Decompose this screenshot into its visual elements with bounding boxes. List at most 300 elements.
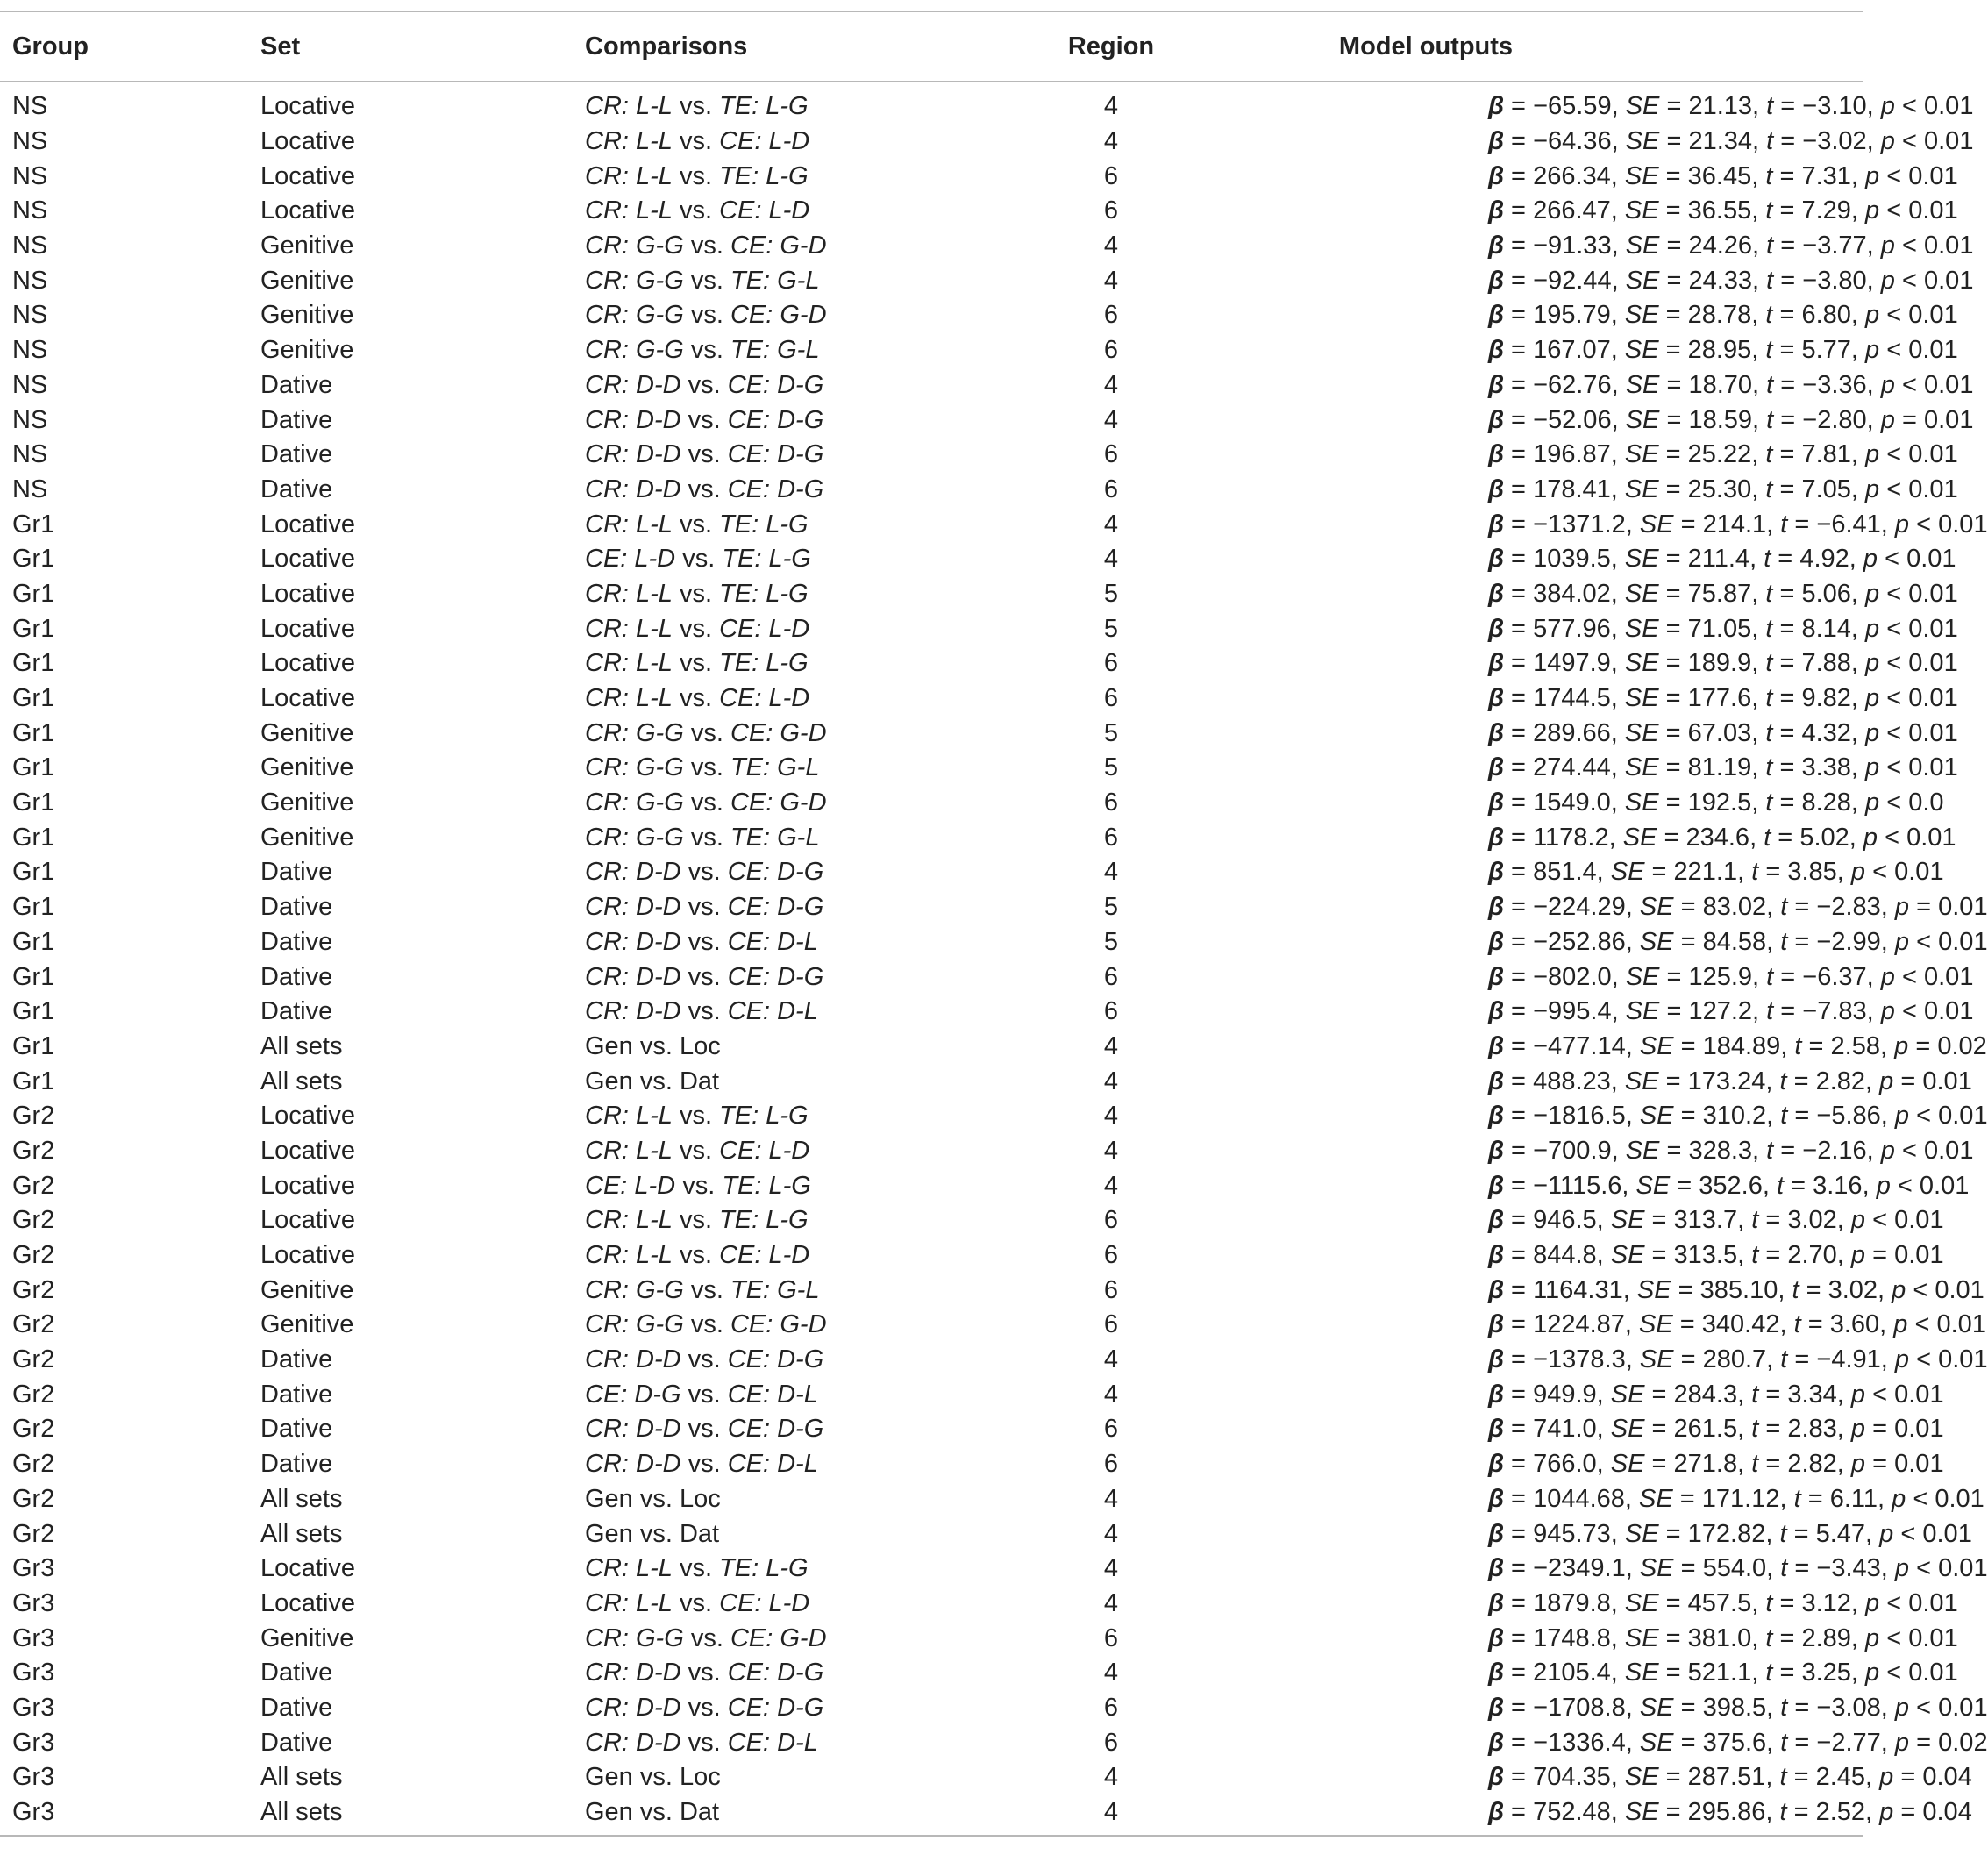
t-value: 3.16	[1813, 1171, 1863, 1200]
comparison-vs: vs.	[683, 718, 730, 747]
p-value: 0.01	[1919, 1171, 1970, 1200]
t-symbol: t	[1766, 997, 1774, 1026]
t-symbol: t	[1766, 92, 1774, 121]
beta-symbol: β	[1488, 927, 1504, 956]
cell-set: Locative	[260, 1554, 356, 1583]
t-value: 2.83	[1787, 1415, 1837, 1444]
p-symbol: p	[1865, 301, 1880, 330]
cell-region: 5	[1103, 753, 1119, 782]
t-symbol: t	[1765, 753, 1773, 782]
t-symbol: t	[1765, 1588, 1773, 1617]
cell-region: 4	[1103, 1031, 1119, 1060]
comparison-left: CR: L-L	[585, 161, 673, 190]
p-operator: <	[1885, 823, 1900, 852]
cell-comparison	[585, 1691, 980, 1726]
beta-symbol: β	[1488, 474, 1504, 503]
p-symbol: p	[1865, 718, 1880, 747]
p-value: 0.01	[1894, 858, 1944, 887]
p-value: 0.01	[1894, 1450, 1944, 1479]
se-value: 189.9	[1687, 649, 1752, 678]
p-operator: <	[1886, 579, 1902, 608]
p-symbol: p	[1850, 1206, 1866, 1235]
beta-value: 766.0	[1533, 1450, 1597, 1479]
t-value: −2.77	[1816, 1728, 1881, 1757]
cell-set: Locative	[260, 196, 356, 225]
se-value: 171.12	[1701, 1484, 1780, 1513]
se-symbol: SE	[1639, 1728, 1674, 1757]
p-operator: <	[1886, 1623, 1902, 1652]
cell-comparison	[585, 681, 980, 717]
comparison-vs: vs.	[672, 1206, 720, 1235]
p-operator: =	[1900, 1763, 1916, 1792]
comparison-left: CR: D-D	[585, 1728, 681, 1757]
t-value: −2.16	[1802, 1136, 1867, 1165]
se-symbol: SE	[1624, 1659, 1659, 1687]
beta-symbol: β	[1488, 823, 1504, 852]
t-symbol: t	[1779, 1798, 1787, 1827]
p-operator: <	[1872, 1380, 1888, 1409]
cell-region: 5	[1103, 893, 1119, 922]
comparison-left: CR: G-G	[585, 753, 684, 782]
t-symbol: t	[1793, 1310, 1801, 1339]
cell-set: Genitive	[260, 301, 354, 330]
table-row	[0, 229, 1863, 264]
comparison-right: TE: L-G	[722, 1171, 811, 1200]
t-symbol: t	[1780, 510, 1788, 539]
cell-model-output: β = 945.73, SE = 172.82, t = 5.47, p < 0.01	[1488, 1519, 1972, 1548]
beta-symbol: β	[1488, 1763, 1504, 1792]
cell-model-output: β = −477.14, SE = 184.89, t = 2.58, p = 0.02	[1488, 1031, 1987, 1060]
cell-set: Dative	[260, 1380, 333, 1409]
cell-group: Gr1	[12, 649, 55, 678]
comparison-right: CE: G-D	[730, 718, 827, 747]
cell-model-output: β = 1744.5, SE = 177.6, t = 9.82, p < 0.01	[1488, 684, 1958, 713]
comparison-vs: vs.	[680, 962, 728, 991]
cell-comparison	[585, 1343, 980, 1378]
cell-region: 6	[1103, 1728, 1119, 1757]
cell-model-output: β = 384.02, SE = 75.87, t = 5.06, p < 0.01	[1488, 579, 1958, 608]
comparison-vs: vs.	[683, 788, 730, 817]
se-value: 25.30	[1687, 474, 1752, 503]
cell-set: Locative	[260, 92, 356, 121]
se-value: 280.7	[1702, 1345, 1767, 1374]
cell-comparison	[585, 1308, 980, 1343]
p-symbol: p	[1865, 440, 1880, 469]
cell-set: Locative	[260, 127, 356, 156]
table-row	[0, 263, 1863, 298]
cell-set: Locative	[260, 161, 356, 190]
beta-value: 949.9	[1533, 1380, 1597, 1409]
cell-region: 4	[1103, 127, 1119, 156]
se-value: 125.9	[1688, 962, 1753, 991]
cell-group: Gr2	[12, 1519, 55, 1548]
cell-set: Dative	[260, 440, 333, 469]
beta-value: 1224.87	[1533, 1310, 1625, 1339]
se-value: 310.2	[1702, 1102, 1767, 1131]
beta-symbol: β	[1488, 1415, 1504, 1444]
cell-model-output: β = 1039.5, SE = 211.4, t = 4.92, p < 0.01	[1488, 545, 1956, 574]
cell-comparison	[585, 1587, 980, 1622]
table-row	[0, 1099, 1863, 1134]
se-value: 71.05	[1687, 614, 1752, 643]
t-symbol: t	[1765, 336, 1773, 365]
cell-region: 4	[1103, 405, 1119, 434]
se-symbol: SE	[1624, 545, 1659, 574]
se-symbol: SE	[1624, 474, 1659, 503]
p-value: 0.01	[1922, 1067, 1972, 1095]
p-value: 0.01	[1936, 1310, 1986, 1339]
comparison-vs: vs.	[680, 1659, 728, 1687]
t-value: 6.80	[1801, 301, 1851, 330]
t-value: 5.02	[1799, 823, 1849, 852]
p-operator: <	[1886, 718, 1902, 747]
cell-set: Dative	[260, 405, 333, 434]
t-value: 2.52	[1815, 1798, 1866, 1827]
p-symbol: p	[1865, 684, 1880, 713]
t-value: −3.77	[1802, 232, 1867, 260]
comparison-left: CR: D-D	[585, 927, 681, 956]
cell-group: NS	[12, 232, 48, 260]
beta-symbol: β	[1488, 893, 1504, 922]
cell-group: Gr3	[12, 1693, 55, 1722]
t-symbol: t	[1779, 1519, 1787, 1548]
t-value: 9.82	[1801, 684, 1851, 713]
cell-model-output: β = 1497.9, SE = 189.9, t = 7.88, p < 0.01	[1488, 649, 1958, 678]
t-symbol: t	[1766, 127, 1774, 156]
comparison-vs: vs.	[672, 1102, 720, 1131]
cell-comparison	[585, 1795, 980, 1837]
p-value: 0.01	[1906, 545, 1956, 574]
comparison-left: CR: L-L	[585, 1241, 673, 1270]
p-operator: <	[1885, 545, 1900, 574]
comparison-right: CE: G-D	[730, 1623, 827, 1652]
cell-set: Genitive	[260, 788, 354, 817]
p-value: 0.01	[1938, 1693, 1988, 1722]
beta-value: −1115.6	[1533, 1171, 1622, 1200]
cell-region: 4	[1103, 1659, 1119, 1687]
p-symbol: p	[1863, 823, 1878, 852]
p-operator: <	[1902, 127, 1917, 156]
model-outputs-table	[0, 11, 1988, 1837]
comparison-vs: vs.	[680, 405, 728, 434]
se-symbol: SE	[1624, 440, 1659, 469]
t-symbol: t	[1751, 858, 1759, 887]
cell-model-output: β = 167.07, SE = 28.95, t = 5.77, p < 0.01	[1488, 336, 1958, 365]
table-row	[0, 751, 1863, 786]
comparison-vs: vs.	[680, 858, 728, 887]
beta-value: 1744.5	[1533, 684, 1611, 713]
p-operator: <	[1886, 1659, 1902, 1687]
cell-group: Gr2	[12, 1171, 55, 1200]
table-row	[0, 890, 1863, 925]
t-value: 2.45	[1815, 1763, 1866, 1792]
cell-model-output: β = 1748.8, SE = 381.0, t = 2.89, p < 0.01	[1488, 1623, 1958, 1652]
p-operator: <	[1916, 510, 1932, 539]
comparison-left: CR: G-G	[585, 1623, 684, 1652]
p-operator: <	[1916, 1102, 1932, 1131]
p-symbol: p	[1880, 266, 1895, 295]
se-value: 261.5	[1673, 1415, 1738, 1444]
cell-comparison	[585, 925, 980, 960]
cell-model-output: β = 266.47, SE = 36.55, t = 7.29, p < 0.01	[1488, 196, 1958, 225]
cell-model-output: β = −995.4, SE = 127.2, t = −7.83, p < 0.01	[1488, 997, 1974, 1026]
comparison-right: CE: D-G	[727, 1345, 824, 1374]
t-symbol: t	[1765, 614, 1773, 643]
cell-region: 6	[1103, 196, 1119, 225]
cell-model-output: β = 274.44, SE = 81.19, t = 3.38, p < 0.01	[1488, 753, 1958, 782]
t-symbol: t	[1766, 1136, 1774, 1165]
beta-symbol: β	[1488, 1171, 1504, 1200]
se-value: 211.4	[1687, 545, 1750, 574]
cell-comparison	[585, 716, 980, 751]
se-value: 192.5	[1687, 788, 1752, 817]
cell-model-output: β = −252.86, SE = 84.58, t = −2.99, p < 0.01	[1488, 927, 1988, 956]
comparison-left: CR: L-L	[585, 1554, 673, 1583]
cell-group: Gr2	[12, 1345, 55, 1374]
table-row	[0, 1691, 1863, 1726]
p-symbol: p	[1865, 788, 1880, 817]
se-symbol: SE	[1625, 232, 1660, 260]
comparison-left: CR: D-D	[585, 1450, 681, 1479]
cell-model-output: β = 1044.68, SE = 171.12, t = 6.11, p < 0.01	[1488, 1484, 1984, 1513]
cell-comparison	[585, 1377, 980, 1412]
cell-group: Gr1	[12, 579, 55, 608]
cell-set: Locative	[260, 579, 356, 608]
se-symbol: SE	[1639, 510, 1674, 539]
se-value: 398.5	[1702, 1693, 1767, 1722]
se-symbol: SE	[1624, 161, 1659, 190]
comparison-left: CR: L-L	[585, 579, 673, 608]
se-symbol: SE	[1625, 405, 1660, 434]
comparison-right: CE: D-L	[727, 1450, 818, 1479]
cell-group: NS	[12, 370, 48, 399]
cell-set: Locative	[260, 1206, 356, 1235]
p-value: 0.01	[1908, 614, 1958, 643]
table-row	[0, 1238, 1863, 1274]
beta-symbol: β	[1488, 788, 1504, 817]
t-symbol: t	[1765, 1623, 1773, 1652]
t-symbol: t	[1765, 579, 1773, 608]
cell-comparison	[585, 960, 980, 995]
beta-symbol: β	[1488, 997, 1504, 1026]
se-symbol: SE	[1639, 1554, 1674, 1583]
cell-region: 5	[1103, 718, 1119, 747]
beta-value: 1549.0	[1533, 788, 1611, 817]
cell-group: Gr3	[12, 1659, 55, 1687]
cell-comparison	[585, 1238, 980, 1274]
p-value: 0.01	[1908, 474, 1958, 503]
t-symbol: t	[1794, 1031, 1802, 1060]
p-operator: =	[1900, 1067, 1916, 1095]
table-row	[0, 1552, 1863, 1587]
beta-value: −802.0	[1533, 962, 1612, 991]
table-row	[0, 438, 1863, 473]
p-symbol: p	[1880, 962, 1895, 991]
comparison-right: TE: L-G	[719, 1206, 809, 1235]
beta-symbol: β	[1488, 127, 1504, 156]
se-symbol: SE	[1624, 1067, 1659, 1095]
comparison-left: CR: L-L	[585, 196, 673, 225]
se-value: 375.6	[1702, 1728, 1767, 1757]
p-operator: =	[1902, 405, 1917, 434]
table-row	[0, 577, 1863, 612]
cell-region: 5	[1103, 927, 1119, 956]
cell-model-output: β = −92.44, SE = 24.33, t = −3.80, p < 0.01	[1488, 266, 1974, 295]
cell-comparison	[585, 1030, 980, 1065]
cell-set: Locative	[260, 1136, 356, 1165]
comparison-left: CR: G-G	[585, 718, 684, 747]
p-symbol: p	[1865, 753, 1880, 782]
cell-group: Gr3	[12, 1763, 55, 1792]
se-symbol: SE	[1610, 1380, 1645, 1409]
p-value: 0.02	[1937, 1031, 1987, 1060]
comparison-plain: Gen vs. Loc	[585, 1031, 721, 1060]
cell-comparison	[585, 82, 980, 125]
t-value: 7.29	[1801, 196, 1851, 225]
comparison-left: CR: D-D	[585, 474, 681, 503]
comparison-left: CR: G-G	[585, 336, 684, 365]
t-symbol: t	[1765, 440, 1773, 469]
cell-region: 6	[1103, 1275, 1119, 1304]
cell-model-output: β = 289.66, SE = 67.03, t = 4.32, p < 0.01	[1488, 718, 1958, 747]
cell-group: Gr3	[12, 1623, 55, 1652]
p-symbol: p	[1894, 510, 1910, 539]
cell-comparison	[585, 1412, 980, 1447]
comparison-left: CR: G-G	[585, 266, 684, 295]
comparison-vs: vs.	[680, 474, 728, 503]
table-header	[0, 11, 1863, 82]
p-value: 0.01	[1924, 92, 1974, 121]
t-value: 7.31	[1801, 161, 1851, 190]
comparison-right: TE: L-G	[719, 510, 809, 539]
p-symbol: p	[1880, 997, 1895, 1026]
se-symbol: SE	[1625, 997, 1660, 1026]
beta-symbol: β	[1488, 1588, 1504, 1617]
cell-model-output: β = −1336.4, SE = 375.6, t = −2.77, p = 0.02	[1488, 1728, 1988, 1757]
cell-comparison	[585, 820, 980, 855]
p-symbol: p	[1850, 1241, 1866, 1270]
p-operator: <	[1902, 962, 1917, 991]
p-value: 0.01	[1908, 649, 1958, 678]
p-value: 0.04	[1922, 1798, 1972, 1827]
cell-comparison	[585, 1099, 980, 1134]
beta-value: −1336.4	[1533, 1728, 1626, 1757]
cell-region: 6	[1103, 301, 1119, 330]
cell-set: Genitive	[260, 823, 354, 852]
se-value: 84.58	[1702, 927, 1767, 956]
beta-value: 266.34	[1533, 161, 1611, 190]
se-symbol: SE	[1625, 962, 1660, 991]
comparison-vs: vs.	[680, 1345, 728, 1374]
p-value: 0.02	[1938, 1728, 1988, 1757]
t-value: 2.82	[1787, 1450, 1837, 1479]
beta-symbol: β	[1488, 718, 1504, 747]
cell-comparison	[585, 1725, 980, 1760]
se-symbol: SE	[1639, 1345, 1674, 1374]
p-symbol: p	[1865, 1588, 1880, 1617]
comparison-vs: vs.	[680, 1450, 728, 1479]
se-value: 25.22	[1687, 440, 1752, 469]
comparison-right: CE: D-G	[727, 1659, 824, 1687]
se-value: 21.13	[1688, 92, 1753, 121]
comparison-right: CE: L-D	[719, 196, 810, 225]
beta-value: 752.48	[1533, 1798, 1611, 1827]
header-comparisons: Comparisons	[585, 32, 748, 61]
cell-set: Genitive	[260, 232, 354, 260]
beta-value: 1748.8	[1533, 1623, 1611, 1652]
comparison-right: CE: D-L	[727, 1728, 818, 1757]
comparison-vs: vs.	[672, 196, 720, 225]
beta-symbol: β	[1488, 1728, 1504, 1757]
cell-model-output: β = −1378.3, SE = 280.7, t = −4.91, p < 0.01	[1488, 1345, 1988, 1374]
cell-region: 6	[1103, 1623, 1119, 1652]
cell-comparison	[585, 159, 980, 194]
cell-comparison	[585, 1516, 980, 1552]
p-operator: <	[1902, 232, 1917, 260]
comparison-right: TE: G-L	[730, 266, 820, 295]
cell-comparison	[585, 368, 980, 403]
table-row	[0, 1447, 1863, 1482]
table-row	[0, 1064, 1863, 1099]
cell-group: Gr1	[12, 997, 55, 1026]
cell-region: 4	[1103, 1484, 1119, 1513]
cell-model-output: β = −65.59, SE = 21.13, t = −3.10, p < 0.01	[1488, 92, 1974, 121]
p-symbol: p	[1880, 232, 1895, 260]
comparison-vs: vs.	[672, 127, 720, 156]
se-value: 271.8	[1673, 1450, 1738, 1479]
t-symbol: t	[1766, 405, 1774, 434]
table-row	[0, 473, 1863, 508]
se-symbol: SE	[1622, 823, 1657, 852]
se-symbol: SE	[1624, 1763, 1659, 1792]
p-operator: <	[1902, 1136, 1917, 1165]
se-symbol: SE	[1624, 1519, 1659, 1548]
header-model-outputs: Model outputs	[1338, 32, 1514, 61]
cell-comparison	[585, 646, 980, 681]
t-symbol: t	[1780, 1728, 1788, 1757]
p-symbol: p	[1894, 893, 1910, 922]
se-symbol: SE	[1610, 1415, 1645, 1444]
se-symbol: SE	[1639, 1310, 1673, 1339]
beta-symbol: β	[1488, 1519, 1504, 1548]
cell-group: Gr1	[12, 753, 55, 782]
comparison-left: CR: D-D	[585, 1415, 681, 1444]
cell-comparison	[585, 333, 980, 368]
t-symbol: t	[1765, 684, 1773, 713]
se-value: 127.2	[1688, 997, 1753, 1026]
comparison-left: CR: L-L	[585, 1136, 673, 1165]
comparison-right: CE: D-G	[727, 858, 824, 887]
table-row	[0, 542, 1863, 577]
cell-model-output: β = −64.36, SE = 21.34, t = −3.02, p < 0.01	[1488, 127, 1974, 156]
p-operator: <	[1886, 301, 1902, 330]
comparison-right: TE: G-L	[730, 823, 820, 852]
cell-group: Gr1	[12, 1031, 55, 1060]
comparison-vs: vs.	[680, 1728, 728, 1757]
cell-set: Dative	[260, 927, 333, 956]
se-value: 385.10	[1699, 1275, 1778, 1304]
cell-region: 6	[1103, 1206, 1119, 1235]
t-symbol: t	[1765, 196, 1773, 225]
se-symbol: SE	[1639, 1102, 1674, 1131]
cell-region: 4	[1103, 510, 1119, 539]
cell-region: 4	[1103, 858, 1119, 887]
beta-symbol: β	[1488, 545, 1504, 574]
cell-comparison	[585, 473, 980, 508]
cell-comparison	[585, 611, 980, 646]
se-symbol: SE	[1610, 1450, 1645, 1479]
p-value: 0.01	[1894, 1206, 1944, 1235]
